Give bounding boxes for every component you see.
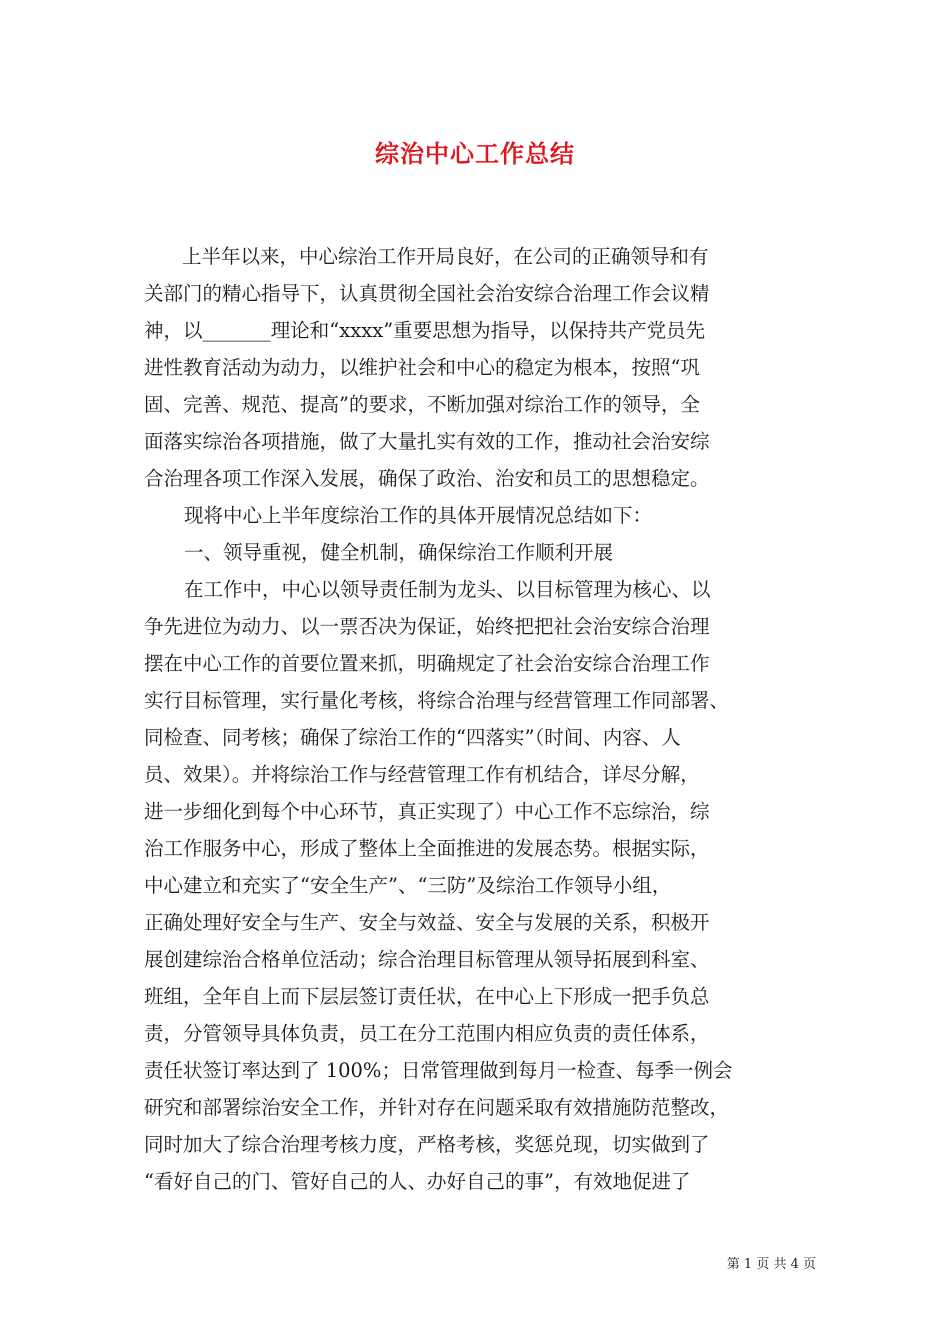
paragraph-line: 员、效果）。并将综治工作与经营管理工作有机结合，详尽分解， bbox=[144, 763, 700, 786]
paragraph-line: 展创建综治合格单位活动；综合治理目标管理从领导拓展到科室、 bbox=[144, 948, 710, 971]
paragraph-line: 研究和部署综治安全工作，并针对存在问题采取有效措施防范整改， bbox=[144, 1096, 730, 1119]
document-title: 综治中心工作总结 bbox=[375, 139, 575, 168]
paragraph-line: 摆在中心工作的首要位置来抓，明确规定了社会治安综合治理工作 bbox=[144, 652, 710, 675]
paragraph-line: 同检查、同考核；确保了综治工作的“四落实”（时间、内容、人 bbox=[144, 726, 681, 749]
paragraph-line: 关部门的精心指导下，认真贯彻全国社会治安综合治理工作会议精 bbox=[144, 282, 710, 305]
document-body bbox=[144, 238, 824, 1200]
paragraph-line: 上半年以来，中心综治工作开局良好，在公司的正确领导和有 bbox=[182, 245, 709, 268]
paragraph-line: 责，分管领导具体负责，员工在分工范围内相应负责的责任体系， bbox=[144, 1022, 710, 1045]
paragraph-line: 治工作服务中心，形成了整体上全面推进的发展态势。根据实际， bbox=[144, 837, 710, 860]
paragraph-line: 中心建立和充实了“安全生产”、“三防”及综治工作领导小组， bbox=[144, 874, 672, 897]
paragraph-line: 面落实综治各项措施，做了大量扎实有效的工作，推动社会治安综 bbox=[144, 430, 710, 453]
section-heading: 一、领导重视，健全机制，确保综治工作顺利开展 bbox=[184, 541, 614, 564]
paragraph-line: 固、完善、规范、提高”的要求，不断加强对综治工作的领导，全 bbox=[144, 393, 700, 416]
paragraph-line: 进一步细化到每个中心环节，真正实现了）中心工作不忘综治，综 bbox=[144, 800, 710, 823]
paragraph-line: 合治理各项工作深入发展，确保了政治、治安和员工的思想稳定。 bbox=[144, 467, 710, 490]
paragraph-line: 同时加大了综合治理考核力度，严格考核，奖惩兑现，切实做到了 bbox=[144, 1133, 710, 1156]
paragraph-line: 神，以_______理论和“xxxx”重要思想为指导，以保持共产党员先 bbox=[144, 319, 706, 342]
paragraph-line: 在工作中，中心以领导责任制为龙头、以目标管理为核心、以 bbox=[184, 578, 711, 601]
paragraph-line: 实行目标管理，实行量化考核，将综合治理与经营管理工作同部署、 bbox=[144, 689, 730, 712]
page-indicator: 第 1 页 共 4 页 bbox=[726, 1257, 816, 1272]
paragraph-line: 进性教育活动为动力，以维护社会和中心的稳定为根本，按照“巩 bbox=[144, 356, 700, 379]
paragraph-line: 责任状签订率达到了 100%；日常管理做到每月一检查、每季一例会 bbox=[144, 1059, 733, 1082]
paragraph-line: 班组，全年自上而下层层签订责任状，在中心上下形成一把手负总 bbox=[144, 985, 710, 1008]
paragraph-line: “看好自己的门、管好自己的人、办好自己的事”，有效地促进了 bbox=[144, 1170, 691, 1193]
paragraph-line: 争先进位为动力、以一票否决为保证，始终把把社会治安综合治理 bbox=[144, 615, 710, 638]
paragraph-line: 正确处理好安全与生产、安全与效益、安全与发展的关系，积极开 bbox=[144, 911, 710, 934]
paragraph-line: 现将中心上半年度综治工作的具体开展情况总结如下： bbox=[184, 504, 653, 527]
